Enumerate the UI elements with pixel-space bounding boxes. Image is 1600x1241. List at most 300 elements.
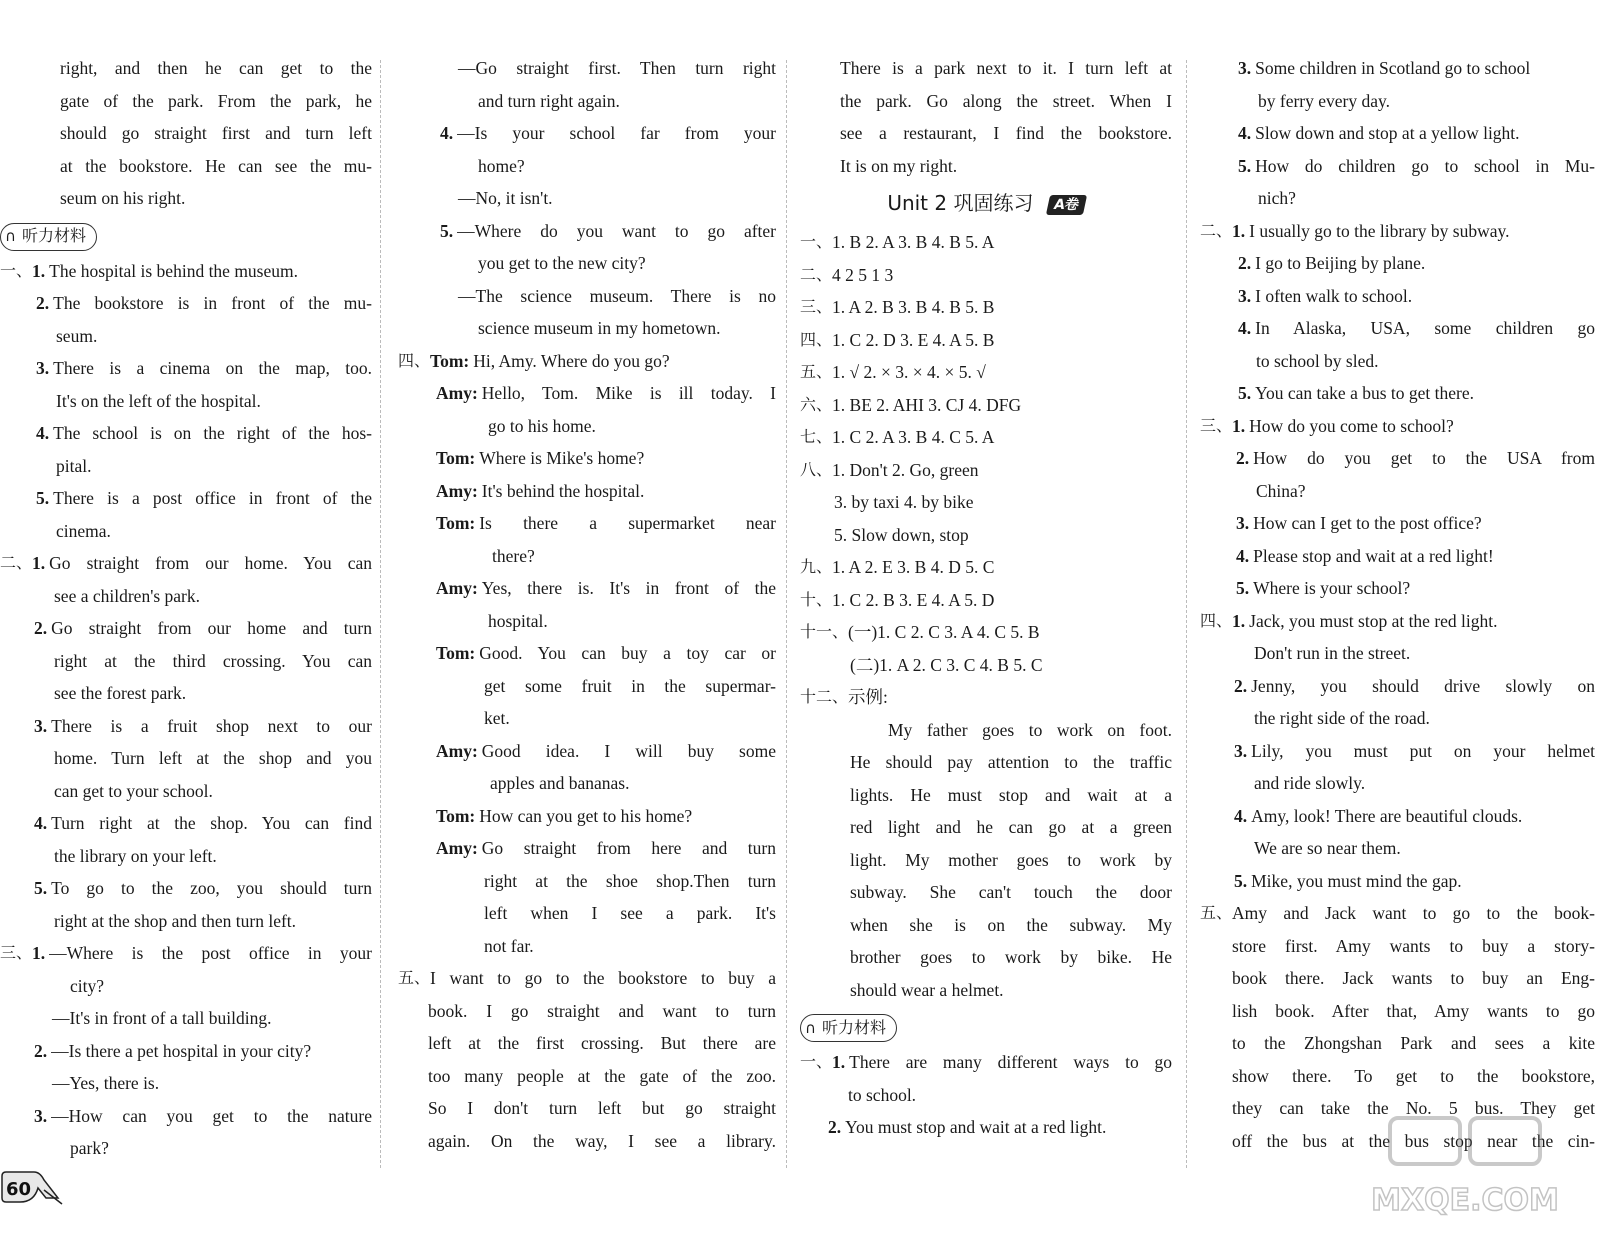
line-text: they can take the No. 5 bus. They get (1232, 1098, 1595, 1118)
line-text: How do you get to the USA from (1253, 448, 1595, 468)
text-line (398, 410, 776, 443)
text-line (0, 515, 372, 548)
item-number: 1. (1232, 220, 1246, 241)
text-line (800, 85, 1172, 118)
text-line (1200, 280, 1595, 313)
line-text: There is a park next to it. I turn left at (840, 58, 1172, 78)
text-line (0, 85, 372, 118)
item-number: 3. (1234, 740, 1248, 761)
line-text: there? (492, 545, 535, 566)
text-line (398, 52, 776, 85)
text-line (398, 865, 776, 898)
text-line (800, 52, 1172, 85)
line-text: There are many different ways to go (849, 1052, 1172, 1072)
item-number: Tom: (436, 513, 476, 533)
line-text: right at the shoe shop.Then turn (484, 870, 776, 891)
line-text: Jack, you must stop at the red light. (1249, 610, 1498, 631)
line-text: 1. B 2. A 3. B 4. B 5. A (832, 232, 995, 252)
line-text: You can take a bus to get there. (1255, 383, 1474, 403)
item-number: 5. (1238, 155, 1252, 176)
text-line (800, 551, 1172, 584)
text-line (398, 605, 776, 638)
item-number: Amy: (436, 838, 478, 858)
line-text: should wear a helmet. (850, 979, 1004, 1000)
item-number: 3. (1236, 513, 1250, 533)
line-text: —Go straight first. Then turn right (458, 58, 776, 78)
text-line (1200, 507, 1595, 540)
column-divider (1186, 60, 1187, 1168)
line-text: light. My mother goes to work by (850, 849, 1172, 870)
column-2 (398, 52, 776, 1157)
listening-material-label (0, 223, 97, 251)
item-number: 1. (1232, 415, 1246, 436)
line-text: red light and he can go at a green (850, 817, 1172, 837)
item-number: 4. (440, 123, 454, 143)
text-line (800, 779, 1172, 812)
text-line (800, 117, 1172, 150)
text-line (0, 710, 372, 743)
text-line (398, 1027, 776, 1060)
text-line (800, 876, 1172, 909)
line-text: go to his home. (488, 415, 596, 436)
text-line (1200, 962, 1595, 995)
line-text: when she is on the subway. My (850, 914, 1172, 935)
line-text: 5. Slow down, stop (834, 524, 969, 545)
line-text: right, and then he can get to the (60, 58, 372, 78)
line-text: Go straight from our home and turn (51, 618, 372, 638)
line-text: science museum in my hometown. (478, 318, 721, 338)
item-number: 1. (32, 943, 46, 963)
text-line (398, 962, 776, 995)
section-marker: 二、 (800, 264, 833, 284)
text-line (800, 584, 1172, 617)
text-line (1200, 670, 1595, 703)
text-line (1200, 995, 1595, 1028)
item-number: 3. (1238, 58, 1252, 78)
text-line (1200, 702, 1595, 735)
section-marker: 一、 (0, 260, 33, 280)
item-number: 4. (36, 423, 50, 443)
line-text: cinema. (56, 520, 111, 541)
item-number: 3. (34, 715, 48, 736)
line-text: subway. She can't touch the door (850, 882, 1172, 902)
text-line (398, 182, 776, 215)
text-line (0, 1067, 372, 1100)
text-line (0, 450, 372, 483)
item-number: Amy: (436, 578, 478, 598)
line-text: The school is on the right of the hos- (53, 423, 372, 443)
line-text: Some children in Scotland go to school (1255, 58, 1531, 78)
section-marker: 四、 (1200, 610, 1233, 630)
line-text: Go straight from our home. You can (49, 553, 372, 573)
line-text: Good idea. I will buy some (481, 740, 776, 761)
line-text: Where is Mike's home? (479, 448, 645, 468)
line-text: again. On the way, I see a library. (428, 1130, 776, 1151)
line-text: left when I see a park. It's (484, 903, 776, 923)
line-text: 1. √ 2. × 3. × 4. × 5. √ (832, 362, 986, 382)
item-number: 3. (36, 358, 50, 378)
text-line (398, 572, 776, 605)
text-line (1200, 475, 1595, 508)
line-text: seum on his right. (60, 188, 186, 208)
line-text: home. Turn left at the shop and you (54, 748, 372, 768)
line-text: by ferry every day. (1258, 90, 1390, 111)
text-line (1200, 930, 1595, 963)
text-line (398, 475, 776, 508)
line-text: off the bus at the bus stop near the cin- (1232, 1130, 1595, 1151)
line-text: There is a cinema on the map, too. (53, 358, 372, 378)
text-line (1200, 312, 1595, 345)
text-line (800, 356, 1172, 389)
column-4 (1200, 52, 1595, 1157)
section-marker: 二、 (0, 553, 33, 572)
line-text: Hello, Tom. Mike is ill today. I (481, 383, 776, 403)
column-1 (0, 52, 372, 1165)
item-number: Amy: (436, 383, 478, 403)
text-line (800, 746, 1172, 779)
item-number: 1. (32, 260, 46, 281)
text-line (800, 649, 1172, 682)
line-text: park? (70, 1138, 109, 1158)
line-text: It's on the left of the hospital. (56, 390, 261, 411)
text-line (0, 150, 372, 183)
line-text: (一)1. C 2. C 3. A 4. C 5. B (848, 622, 1040, 642)
line-text: lish book. After that, Amy wants to go (1232, 1000, 1595, 1021)
unit-badge: A卷 (1046, 195, 1087, 215)
line-text: —Is there a pet hospital in your city? (51, 1040, 312, 1061)
line-text: Good. You can buy a toy car or (479, 643, 776, 663)
item-number: 2. (1234, 675, 1248, 696)
text-line (1200, 1060, 1595, 1093)
line-text: Lily, you must put on your helmet (1251, 740, 1595, 761)
item-number: 4. (1238, 123, 1252, 143)
line-text: see the forest park. (54, 683, 187, 703)
watermark-logo (1350, 1110, 1580, 1230)
text-line (0, 970, 372, 1003)
item-number: 5. (440, 220, 454, 241)
text-line (1200, 150, 1595, 183)
text-line (398, 1125, 776, 1158)
line-text: brother goes to work by bike. He (850, 947, 1172, 967)
item-number: Tom: (436, 805, 476, 826)
line-text: 1. A 2. B 3. B 4. B 5. B (832, 297, 995, 317)
unit-title (800, 184, 1172, 222)
text-line (0, 385, 372, 418)
line-text: to school. (848, 1084, 917, 1105)
line-text: and turn right again. (478, 90, 620, 111)
text-line (1200, 345, 1595, 378)
line-text: book there. Jack wants to buy an Eng- (1232, 968, 1595, 988)
text-line (1200, 735, 1595, 768)
text-line (398, 800, 776, 833)
line-text: 1. C 2. B 3. E 4. A 5. D (832, 589, 995, 610)
text-line (1200, 85, 1595, 118)
text-line (398, 897, 776, 930)
text-line (0, 182, 372, 215)
line-text: you get to the new city? (478, 253, 646, 273)
section-marker: 十一、 (800, 622, 849, 641)
line-text: pital. (56, 455, 92, 476)
line-text: see a restaurant, I find the bookstore. (840, 123, 1172, 143)
item-number: 1. (32, 553, 46, 573)
text-line (398, 247, 776, 280)
listening-material-text: 听力材料 (21, 226, 86, 246)
line-text: see a children's park. (54, 585, 201, 606)
text-line (800, 1079, 1172, 1112)
item-number: 4. (34, 813, 48, 833)
section-marker: 四、 (398, 350, 431, 370)
text-line (0, 677, 372, 710)
watermark-text: MXQE.COM (1371, 1183, 1559, 1218)
text-line (398, 117, 776, 150)
text-line (1200, 442, 1595, 475)
line-text: book. I go straight and want to turn (428, 1000, 776, 1021)
item-number: 5. (1238, 383, 1252, 403)
text-line (398, 1060, 776, 1093)
line-text: 3. by taxi 4. by bike (834, 492, 974, 512)
text-line (1200, 767, 1595, 800)
line-text: —It's in front of a tall building. (52, 1008, 272, 1028)
text-line (0, 872, 372, 905)
section-marker: 三、 (800, 297, 833, 316)
line-text: Don't run in the street. (1254, 643, 1411, 663)
line-text: store first. Amy wants to buy a story- (1232, 935, 1595, 956)
line-text: It is on my right. (840, 155, 958, 176)
item-number: Tom: (436, 643, 476, 663)
line-text: the right side of the road. (1254, 708, 1430, 728)
unit-title-text: Unit 2 巩固练习 (887, 191, 1034, 215)
section-marker: 十二、 (800, 687, 849, 706)
line-text: I go to Beijing by plane. (1255, 253, 1426, 273)
item-number: 1. (1232, 610, 1246, 631)
text-line (800, 616, 1172, 649)
line-text: We are so near them. (1254, 838, 1401, 858)
text-line (0, 807, 372, 840)
line-text: home? (478, 155, 525, 176)
line-text: I often walk to school. (1255, 285, 1413, 306)
text-line (1200, 637, 1595, 670)
line-text: I usually go to the library by subway. (1249, 220, 1510, 241)
item-number: 3. (34, 1105, 48, 1126)
section-marker: 二、 (1200, 220, 1233, 240)
item-number: 4. (1236, 545, 1250, 566)
text-line (800, 324, 1172, 357)
text-line (0, 580, 372, 613)
line-text: Amy, look! There are beautiful clouds. (1251, 805, 1523, 826)
line-text: the park. Go along the street. When I (840, 90, 1172, 111)
text-line (1200, 410, 1595, 443)
line-text: 1. C 2. D 3. E 4. A 5. B (832, 329, 995, 350)
text-line (0, 547, 372, 580)
line-text: The bookstore is in front of the mu- (53, 293, 372, 313)
line-text: Where is your school? (1253, 578, 1411, 598)
section-marker: 七、 (800, 427, 833, 446)
line-text: How can I get to the post office? (1253, 513, 1482, 533)
column-divider (786, 60, 787, 1168)
line-text: I want to go to the bookstore to buy a (430, 968, 776, 988)
text-line (398, 345, 776, 378)
text-line (1200, 117, 1595, 150)
line-text: city? (70, 975, 105, 996)
item-number: 2. (1238, 253, 1252, 273)
item-number: 2. (1236, 448, 1250, 468)
line-text: He should pay attention to the traffic (850, 752, 1172, 772)
text-line (1200, 52, 1595, 85)
line-text: —Is your school far from your (457, 123, 776, 143)
section-marker: 八、 (800, 459, 833, 479)
line-text: to school by sled. (1256, 350, 1379, 371)
line-text: Slow down and stop at a yellow light. (1255, 123, 1520, 143)
text-line (398, 442, 776, 475)
text-line (800, 226, 1172, 259)
text-line (0, 937, 372, 970)
item-number: 2. (828, 1117, 842, 1137)
line-text: too many people at the gate of the zoo. (428, 1065, 776, 1086)
text-line (398, 930, 776, 963)
headphones-icon: ∩ (805, 1018, 816, 1037)
text-line (800, 714, 1172, 747)
column-3-bottom (800, 226, 1172, 1144)
line-text: —Where is the post office in your (49, 943, 372, 963)
item-number: 5. (1236, 578, 1250, 598)
column-3 (800, 52, 1172, 1144)
line-text: the library on your left. (54, 845, 217, 866)
text-line (800, 291, 1172, 324)
section-marker: 九、 (800, 557, 833, 576)
text-line (0, 905, 372, 938)
section-marker: 十、 (800, 589, 833, 609)
text-line (398, 150, 776, 183)
line-text: Yes, there is. It's in front of the (481, 578, 776, 598)
text-line (398, 637, 776, 670)
item-number: Amy: (436, 740, 478, 761)
item-number: Tom: (436, 448, 476, 468)
text-line (800, 909, 1172, 942)
line-text: nich? (1258, 188, 1296, 208)
line-text: apples and bananas. (490, 773, 630, 793)
item-number: 4. (1238, 318, 1252, 338)
line-text: There is a fruit shop next to our (51, 715, 372, 736)
item-number: 2. (34, 1040, 48, 1061)
item-number: 2. (36, 293, 50, 313)
line-text: ket. (484, 708, 510, 728)
text-line (398, 377, 776, 410)
line-text: To go to the zoo, you should turn (51, 878, 372, 898)
line-text: show there. To get to the bookstore, (1232, 1065, 1595, 1086)
text-line (398, 1092, 776, 1125)
text-line (0, 287, 372, 320)
text-line (0, 52, 372, 85)
column-3-top (800, 52, 1172, 182)
headphones-icon: ∩ (5, 227, 16, 246)
text-line (800, 1046, 1172, 1079)
section-marker: 五、 (398, 968, 431, 987)
text-line (398, 540, 776, 573)
text-line (800, 1111, 1172, 1144)
text-line (0, 320, 372, 353)
line-text: not far. (484, 935, 534, 956)
text-line (1200, 215, 1595, 248)
text-line (0, 840, 372, 873)
listening-material-label (800, 1014, 897, 1042)
line-text: 示例: (848, 687, 888, 707)
line-text: Turn right at the shop. You can find (51, 813, 372, 833)
text-line (1200, 1027, 1595, 1060)
text-line (0, 742, 372, 775)
text-line (1200, 605, 1595, 638)
text-line (800, 389, 1172, 422)
item-number: 1. (832, 1052, 846, 1072)
text-line (398, 312, 776, 345)
text-line (1200, 800, 1595, 833)
text-line (0, 1100, 372, 1133)
item-number: Tom: (430, 350, 470, 371)
item-number: 5. (34, 878, 48, 898)
line-text: Jenny, you should drive slowly on (1251, 675, 1595, 696)
text-line (1200, 182, 1595, 215)
line-text: seum. (56, 325, 98, 346)
text-line (0, 645, 372, 678)
line-text: 4 2 5 1 3 (832, 264, 894, 285)
line-text: right at the third crossing. You can (54, 650, 372, 671)
text-line (0, 417, 372, 450)
section-marker: 三、 (0, 943, 33, 962)
line-text: It's behind the hospital. (481, 480, 645, 501)
text-line (0, 117, 372, 150)
text-line (0, 1002, 372, 1035)
item-number: 3. (1238, 285, 1252, 306)
text-line (398, 735, 776, 768)
line-text: Please stop and wait at a red light! (1253, 545, 1494, 566)
line-text: 1. Don't 2. Go, green (832, 459, 979, 480)
item-number: 4. (1234, 805, 1248, 826)
section-marker: 五、 (800, 362, 833, 381)
text-line (1200, 897, 1595, 930)
item-number: 2. (34, 618, 48, 638)
text-line (800, 519, 1172, 552)
line-text: How do you come to school? (1249, 415, 1454, 436)
line-text: —How can you get to the nature (51, 1105, 372, 1126)
section-marker: 三、 (1200, 415, 1233, 435)
text-line (1200, 540, 1595, 573)
line-text: at the bookstore. He can see the mu- (60, 155, 372, 176)
line-text: (二)1. A 2. C 3. C 4. B 5. C (850, 654, 1043, 675)
line-text: get some fruit in the supermar- (484, 675, 776, 696)
line-text: In Alaska, USA, some children go (1255, 318, 1595, 338)
text-line (398, 215, 776, 248)
line-text: Amy and Jack want to go to the book- (1232, 903, 1595, 923)
line-text: —Yes, there is. (52, 1073, 160, 1093)
line-text: You must stop and wait at a red light. (845, 1117, 1107, 1137)
text-line (800, 811, 1172, 844)
section-marker: 四、 (800, 329, 833, 349)
line-text: 1. BE 2. AHI 3. CJ 4. DFG (832, 394, 1022, 415)
column-divider (380, 60, 381, 1168)
text-line (800, 844, 1172, 877)
line-text: Is there a supermarket near (479, 513, 776, 533)
text-line (1200, 247, 1595, 280)
line-text: Hi, Amy. Where do you go? (473, 350, 670, 371)
item-number: Amy: (436, 480, 478, 501)
text-line (398, 85, 776, 118)
text-line (398, 280, 776, 313)
line-text: gate of the park. From the park, he (60, 90, 372, 111)
line-text: Mike, you must mind the gap. (1251, 870, 1462, 891)
text-line (1200, 572, 1595, 605)
listening-material-text: 听力材料 (821, 1017, 886, 1037)
text-line (1200, 832, 1595, 865)
text-line (800, 150, 1172, 183)
